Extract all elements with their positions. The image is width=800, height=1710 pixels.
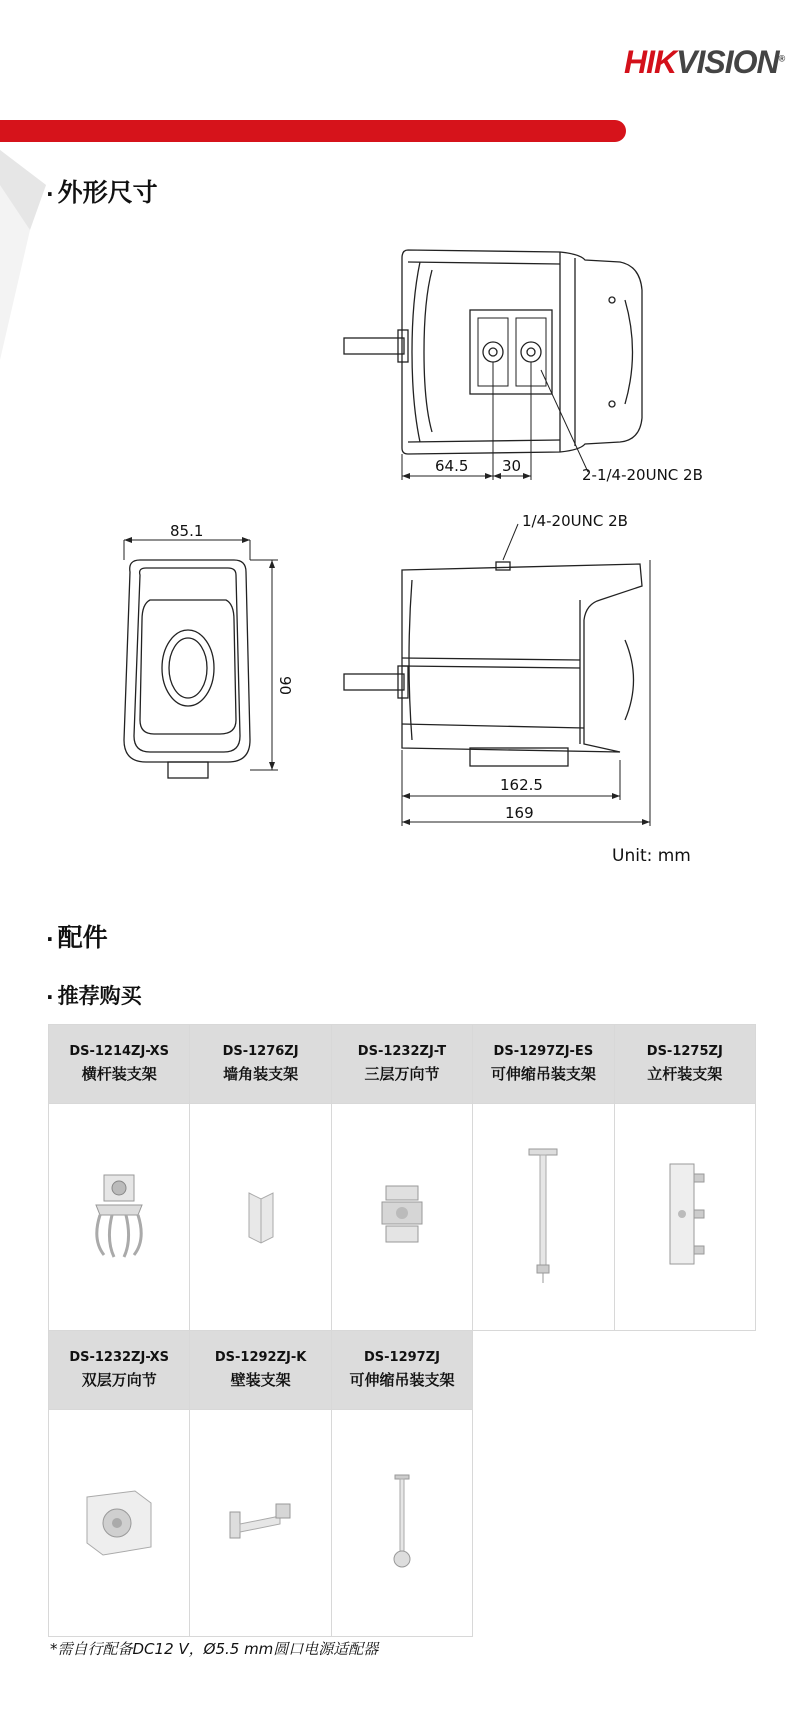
pole-clamp-mount-icon xyxy=(84,1165,154,1265)
camera-side-view xyxy=(344,524,650,826)
table-image-row xyxy=(49,1104,756,1331)
empty-cell xyxy=(473,1410,614,1637)
empty-cell xyxy=(473,1331,614,1410)
recommended-subtitle: · 推荐购买 xyxy=(46,984,142,1009)
telescopic-pendant-icon xyxy=(387,1471,417,1571)
accessories-table xyxy=(48,1024,756,1637)
wall-mount-icon xyxy=(226,1496,296,1546)
accessory-header: DS-1292ZJ-K 壁装支架 xyxy=(190,1331,331,1410)
accessory-header: DS-1297ZJ 可伸缩吊装支架 xyxy=(331,1331,472,1410)
accessory-image-cell xyxy=(473,1104,614,1331)
accessory-header: DS-1276ZJ 墙角装支架 xyxy=(190,1025,331,1104)
telescopic-pendant-icon xyxy=(523,1145,563,1285)
hikvision-logo: HIKVISION® xyxy=(624,44,785,80)
unit-label: Unit: mm xyxy=(612,846,691,866)
accessory-header: DS-1297ZJ-ES 可伸缩吊装支架 xyxy=(473,1025,614,1104)
two-layer-joint-icon xyxy=(79,1481,159,1561)
accessory-image-cell xyxy=(49,1104,190,1331)
power-adapter-note: *需自行配备DC12 V，Ø5.5 mm圆口电源适配器 xyxy=(50,1640,379,1658)
dim-label-85-1: 85.1 xyxy=(170,522,204,540)
thread-label-top: 2-1/4-20UNC 2B xyxy=(582,466,703,484)
table-header-row xyxy=(49,1025,756,1104)
dim-label-162-5: 162.5 xyxy=(500,776,543,794)
empty-cell xyxy=(614,1331,755,1410)
accessory-image-cell xyxy=(190,1410,331,1637)
dim-label-64-5: 64.5 xyxy=(435,457,469,475)
accessory-image-cell xyxy=(190,1104,331,1331)
accessory-image-cell xyxy=(614,1104,755,1331)
accessory-header: DS-1214ZJ-XS 横杆装支架 xyxy=(49,1025,190,1104)
three-layer-joint-icon xyxy=(372,1180,432,1250)
accessory-header: DS-1232ZJ-XS 双层万向节 xyxy=(49,1331,190,1410)
camera-top-view xyxy=(344,250,642,480)
accessories-section-title: · 配件 xyxy=(46,923,108,952)
dim-label-169: 169 xyxy=(505,804,534,822)
vertical-pole-mount-icon xyxy=(660,1160,710,1270)
accessory-header: DS-1232ZJ-T 三层万向节 xyxy=(331,1025,472,1104)
accessory-header: DS-1275ZJ 立杆装支架 xyxy=(614,1025,755,1104)
dim-label-90: 90 xyxy=(276,676,294,696)
corner-mount-icon xyxy=(241,1185,281,1245)
accessory-image-cell xyxy=(49,1410,190,1637)
thread-label-side: 1/4-20UNC 2B xyxy=(522,512,628,530)
table-image-row xyxy=(49,1410,756,1637)
dimensions-section-title: · 外形尺寸 xyxy=(46,178,158,207)
table-header-row xyxy=(49,1331,756,1410)
dim-label-30: 30 xyxy=(502,457,522,475)
accessory-image-cell xyxy=(331,1410,472,1637)
accessory-image-cell xyxy=(331,1104,472,1331)
camera-front-view xyxy=(124,537,278,778)
empty-cell xyxy=(614,1410,755,1637)
